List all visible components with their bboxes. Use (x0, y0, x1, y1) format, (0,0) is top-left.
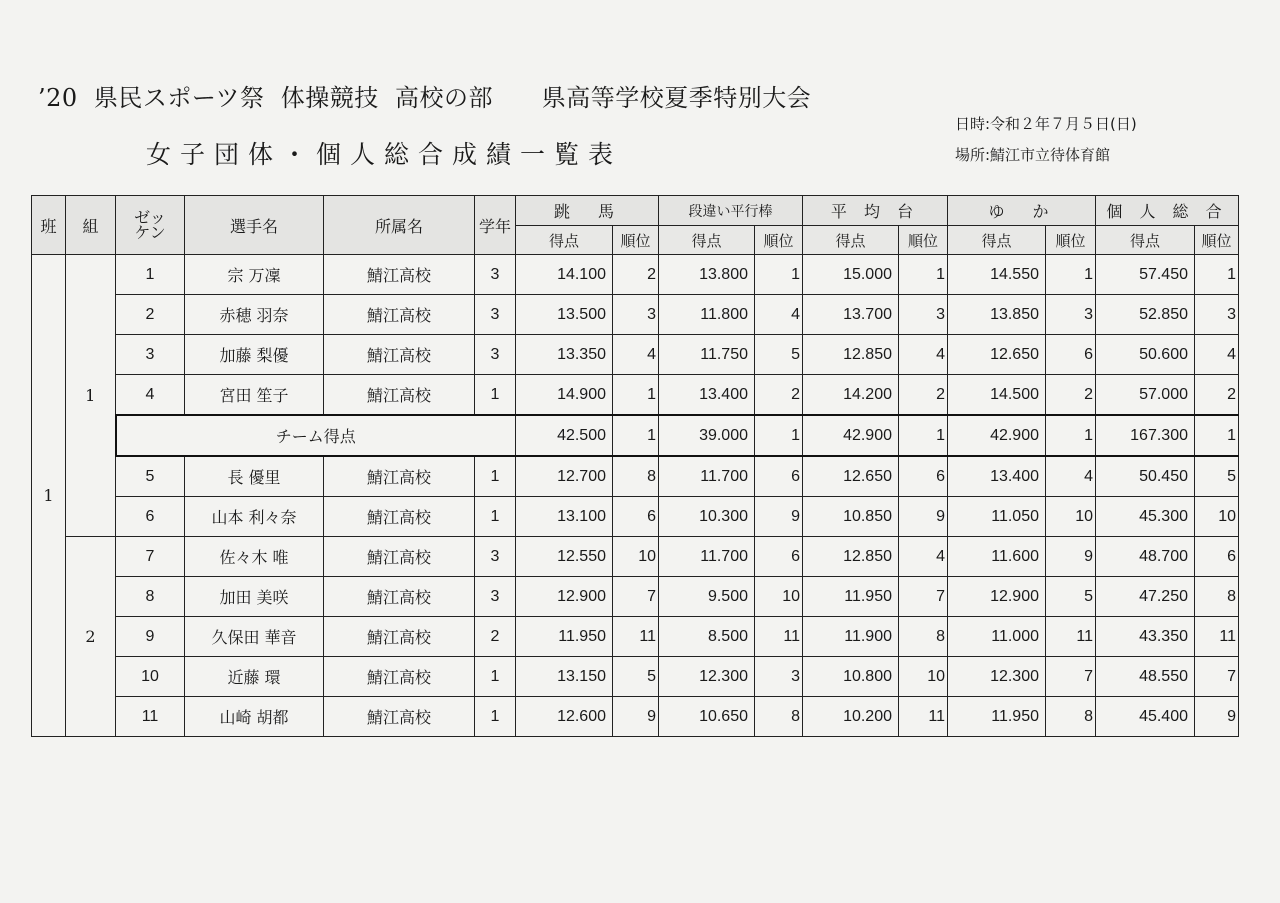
beam-score: 11.900 (803, 617, 899, 657)
aa-score: 50.450 (1096, 456, 1195, 497)
floor-score: 12.900 (948, 577, 1046, 617)
bars-rank: 3 (755, 657, 803, 697)
aa-score: 47.250 (1096, 577, 1195, 617)
floor-rank: 4 (1046, 456, 1096, 497)
table-row (32, 375, 1239, 416)
aa-rank: 3 (1195, 295, 1239, 335)
aa-rank: 9 (1195, 697, 1239, 737)
team-aa-rank: 1 (1195, 415, 1239, 456)
document-subtitle: 女子団体・個人総合成績一覧表 (146, 140, 623, 169)
table-row (32, 295, 1239, 335)
event-place: 場所:鯖江市立待体育館 (955, 146, 1111, 164)
col-floor: ゆ か (948, 196, 1096, 226)
school-name: 鯖江高校 (324, 577, 475, 617)
beam-rank: 6 (899, 456, 948, 497)
bars-rank: 8 (755, 697, 803, 737)
aa-score: 57.450 (1096, 255, 1195, 295)
col-all-around: 個 人 総 合 (1096, 196, 1239, 226)
bars-score: 13.400 (659, 375, 755, 416)
vault-score: 14.900 (516, 375, 613, 416)
aa-rank: 1 (1195, 255, 1239, 295)
beam-score: 12.850 (803, 335, 899, 375)
grade-cell: 3 (475, 577, 516, 617)
floor-rank: 10 (1046, 497, 1096, 537)
bars-score: 11.700 (659, 456, 755, 497)
vault-score: 11.950 (516, 617, 613, 657)
bars-rank: 4 (755, 295, 803, 335)
beam-score: 10.200 (803, 697, 899, 737)
col-bars: 段違い平行棒 (659, 196, 803, 226)
school-name: 鯖江高校 (324, 697, 475, 737)
beam-score: 12.850 (803, 537, 899, 577)
table-row (32, 657, 1239, 697)
floor-score: 11.600 (948, 537, 1046, 577)
event-date: 日時:令和２年７月５日(日) (955, 115, 1137, 133)
school-name: 鯖江高校 (324, 497, 475, 537)
player-name: 加田 美咲 (185, 577, 324, 617)
team-score-row (32, 415, 1239, 456)
beam-score: 13.700 (803, 295, 899, 335)
aa-score: 45.300 (1096, 497, 1195, 537)
school-name: 鯖江高校 (324, 657, 475, 697)
col-kumi: 組 (66, 196, 116, 255)
school-name: 鯖江高校 (324, 375, 475, 416)
floor-rank: 9 (1046, 537, 1096, 577)
beam-rank: 3 (899, 295, 948, 335)
table-row (32, 697, 1239, 737)
bars-score: 10.300 (659, 497, 755, 537)
vault-rank: 5 (613, 657, 659, 697)
col-han: 班 (32, 196, 66, 255)
school-name: 鯖江高校 (324, 335, 475, 375)
col-score: 得点 (803, 226, 899, 255)
table-row (32, 255, 1239, 295)
vault-score: 12.900 (516, 577, 613, 617)
grade-cell: 1 (475, 497, 516, 537)
col-grade: 学年 (475, 196, 516, 255)
floor-score: 11.000 (948, 617, 1046, 657)
team-floor-score: 42.900 (948, 415, 1046, 456)
col-rank: 順位 (613, 226, 659, 255)
beam-score: 12.650 (803, 456, 899, 497)
bars-rank: 9 (755, 497, 803, 537)
grade-cell: 1 (475, 456, 516, 497)
player-name: 赤穂 羽奈 (185, 295, 324, 335)
vault-score: 12.600 (516, 697, 613, 737)
col-school: 所属名 (324, 196, 475, 255)
vault-rank: 4 (613, 335, 659, 375)
grade-cell: 3 (475, 255, 516, 295)
player-name: 宮田 笙子 (185, 375, 324, 416)
bars-score: 11.750 (659, 335, 755, 375)
kumi-cell: 2 (66, 537, 116, 737)
aa-rank: 6 (1195, 537, 1239, 577)
team-bars-rank: 1 (755, 415, 803, 456)
school-name: 鯖江高校 (324, 617, 475, 657)
player-name: 長 優里 (185, 456, 324, 497)
vault-rank: 9 (613, 697, 659, 737)
vault-score: 12.550 (516, 537, 613, 577)
col-beam: 平 均 台 (803, 196, 948, 226)
vault-rank: 10 (613, 537, 659, 577)
table-row (32, 497, 1239, 537)
col-vault: 跳 馬 (516, 196, 659, 226)
beam-rank: 9 (899, 497, 948, 537)
col-zekken: ゼッ ケン (116, 196, 185, 255)
aa-rank: 2 (1195, 375, 1239, 416)
floor-score: 13.850 (948, 295, 1046, 335)
aa-rank: 5 (1195, 456, 1239, 497)
player-name: 近藤 環 (185, 657, 324, 697)
results-table (31, 195, 1239, 737)
grade-cell: 2 (475, 617, 516, 657)
col-rank: 順位 (1195, 226, 1239, 255)
zekken-cell: 10 (116, 657, 185, 697)
bars-score: 11.800 (659, 295, 755, 335)
beam-rank: 8 (899, 617, 948, 657)
bars-rank: 11 (755, 617, 803, 657)
floor-score: 11.950 (948, 697, 1046, 737)
beam-rank: 4 (899, 335, 948, 375)
beam-score: 10.800 (803, 657, 899, 697)
aa-score: 48.550 (1096, 657, 1195, 697)
col-score: 得点 (948, 226, 1046, 255)
floor-score: 11.050 (948, 497, 1046, 537)
header-row-1 (32, 196, 1239, 226)
col-rank: 順位 (899, 226, 948, 255)
player-name: 佐々木 唯 (185, 537, 324, 577)
floor-rank: 3 (1046, 295, 1096, 335)
vault-score: 13.350 (516, 335, 613, 375)
vault-rank: 6 (613, 497, 659, 537)
vault-rank: 7 (613, 577, 659, 617)
vault-rank: 2 (613, 255, 659, 295)
aa-rank: 4 (1195, 335, 1239, 375)
zekken-cell: 8 (116, 577, 185, 617)
beam-rank: 4 (899, 537, 948, 577)
aa-rank: 7 (1195, 657, 1239, 697)
beam-rank: 11 (899, 697, 948, 737)
player-name: 久保田 華音 (185, 617, 324, 657)
zekken-cell: 7 (116, 537, 185, 577)
document-title: ’20 県民スポーツ祭 体操競技 高校の部 県高等学校夏季特別大会 (38, 84, 812, 112)
vault-rank: 8 (613, 456, 659, 497)
floor-score: 14.550 (948, 255, 1046, 295)
zekken-cell: 2 (116, 295, 185, 335)
team-vault-rank: 1 (613, 415, 659, 456)
player-name: 加藤 梨優 (185, 335, 324, 375)
table-row (32, 456, 1239, 497)
col-name: 選手名 (185, 196, 324, 255)
vault-score: 13.100 (516, 497, 613, 537)
aa-score: 57.000 (1096, 375, 1195, 416)
col-rank: 順位 (755, 226, 803, 255)
vault-score: 14.100 (516, 255, 613, 295)
grade-cell: 1 (475, 375, 516, 416)
floor-score: 14.500 (948, 375, 1046, 416)
floor-rank: 11 (1046, 617, 1096, 657)
bars-score: 12.300 (659, 657, 755, 697)
floor-score: 12.650 (948, 335, 1046, 375)
zekken-cell: 5 (116, 456, 185, 497)
col-rank: 順位 (1046, 226, 1096, 255)
aa-score: 45.400 (1096, 697, 1195, 737)
floor-rank: 8 (1046, 697, 1096, 737)
school-name: 鯖江高校 (324, 456, 475, 497)
table-row (32, 335, 1239, 375)
bars-score: 9.500 (659, 577, 755, 617)
team-beam-score: 42.900 (803, 415, 899, 456)
player-name: 山崎 胡都 (185, 697, 324, 737)
bars-score: 10.650 (659, 697, 755, 737)
results-body (32, 255, 1239, 737)
table-row (32, 577, 1239, 617)
zekken-cell: 1 (116, 255, 185, 295)
zekken-cell: 4 (116, 375, 185, 416)
floor-rank: 1 (1046, 255, 1096, 295)
school-name: 鯖江高校 (324, 295, 475, 335)
floor-rank: 7 (1046, 657, 1096, 697)
zekken-cell: 3 (116, 335, 185, 375)
table-row (32, 537, 1239, 577)
vault-score: 13.150 (516, 657, 613, 697)
bars-rank: 2 (755, 375, 803, 416)
grade-cell: 1 (475, 697, 516, 737)
table-row (32, 617, 1239, 657)
han-cell: 1 (32, 255, 66, 737)
bars-score: 11.700 (659, 537, 755, 577)
team-score-label: チーム得点 (116, 415, 516, 456)
vault-rank: 1 (613, 375, 659, 416)
bars-rank: 6 (755, 456, 803, 497)
grade-cell: 1 (475, 657, 516, 697)
vault-score: 12.700 (516, 456, 613, 497)
beam-rank: 2 (899, 375, 948, 416)
beam-score: 15.000 (803, 255, 899, 295)
school-name: 鯖江高校 (324, 537, 475, 577)
beam-rank: 1 (899, 255, 948, 295)
school-name: 鯖江高校 (324, 255, 475, 295)
grade-cell: 3 (475, 295, 516, 335)
player-name: 山本 利々奈 (185, 497, 324, 537)
zekken-cell: 11 (116, 697, 185, 737)
vault-score: 13.500 (516, 295, 613, 335)
team-vault-score: 42.500 (516, 415, 613, 456)
floor-score: 12.300 (948, 657, 1046, 697)
player-name: 宗 万凜 (185, 255, 324, 295)
bars-score: 8.500 (659, 617, 755, 657)
team-aa-score: 167.300 (1096, 415, 1195, 456)
aa-rank: 10 (1195, 497, 1239, 537)
col-score: 得点 (659, 226, 755, 255)
team-bars-score: 39.000 (659, 415, 755, 456)
bars-score: 13.800 (659, 255, 755, 295)
zekken-cell: 6 (116, 497, 185, 537)
kumi-cell: 1 (66, 255, 116, 537)
vault-rank: 3 (613, 295, 659, 335)
vault-rank: 11 (613, 617, 659, 657)
zekken-cell: 9 (116, 617, 185, 657)
aa-score: 43.350 (1096, 617, 1195, 657)
aa-score: 52.850 (1096, 295, 1195, 335)
beam-score: 10.850 (803, 497, 899, 537)
team-floor-rank: 1 (1046, 415, 1096, 456)
floor-rank: 5 (1046, 577, 1096, 617)
bars-rank: 5 (755, 335, 803, 375)
aa-rank: 8 (1195, 577, 1239, 617)
bars-rank: 1 (755, 255, 803, 295)
aa-score: 50.600 (1096, 335, 1195, 375)
beam-rank: 7 (899, 577, 948, 617)
col-score: 得点 (1096, 226, 1195, 255)
bars-rank: 10 (755, 577, 803, 617)
floor-rank: 6 (1046, 335, 1096, 375)
floor-rank: 2 (1046, 375, 1096, 416)
beam-score: 11.950 (803, 577, 899, 617)
col-score: 得点 (516, 226, 613, 255)
grade-cell: 3 (475, 335, 516, 375)
grade-cell: 3 (475, 537, 516, 577)
bars-rank: 6 (755, 537, 803, 577)
aa-rank: 11 (1195, 617, 1239, 657)
floor-score: 13.400 (948, 456, 1046, 497)
aa-score: 48.700 (1096, 537, 1195, 577)
beam-rank: 10 (899, 657, 948, 697)
beam-score: 14.200 (803, 375, 899, 416)
team-beam-rank: 1 (899, 415, 948, 456)
